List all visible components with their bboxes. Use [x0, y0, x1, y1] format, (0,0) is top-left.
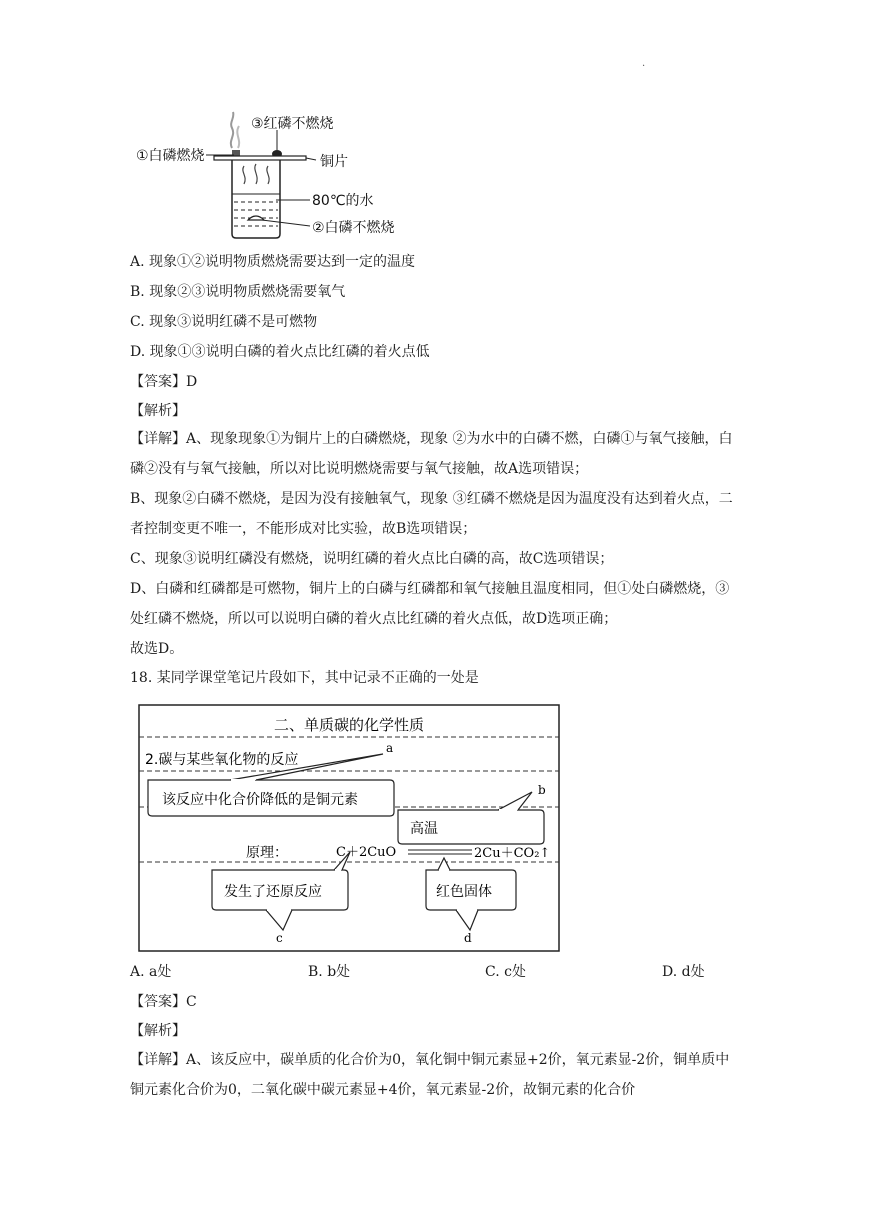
label-white-phosphorus: ①白磷燃烧: [136, 148, 205, 164]
q18-stem: 18. 某同学课堂笔记片段如下，其中记录不正确的一处是: [130, 670, 479, 686]
q17-analysis-title: 【解析】: [130, 403, 186, 419]
q17-option-d: D. 现象①③说明白磷的着火点比红磷的着火点低: [130, 344, 430, 360]
equation-left: C＋2CuO: [336, 845, 397, 860]
q18-option-d: D. d处: [662, 964, 705, 980]
label-red-phosphorus-top: ③红磷不燃烧: [251, 116, 334, 132]
equation-right: 2Cu＋CO₂↑: [474, 846, 551, 861]
q17-option-a: A. 现象①②说明物质燃烧需要达到一定的温度: [130, 254, 416, 270]
label-copper: 铜片: [320, 154, 348, 170]
q17-answer: 【答案】D: [130, 374, 198, 390]
q17-detail-a: 【详解】A、现象现象①为铜片上的白磷燃烧，现象 ②为水中的白磷不燃，白磷①与氧气接触，白磷②没有与氧气接触，所以对比说明燃烧需要与氧气接触，故A选项错误；: [130, 431, 733, 477]
note-d: 红色固体: [436, 884, 492, 900]
q17-option-c: C. 现象③说明红磷不是可燃物: [130, 314, 318, 330]
copper-plate: [214, 156, 306, 160]
note-a: 该反应中化合价降低的是铜元素: [162, 792, 358, 808]
q18-answer: 【答案】C: [130, 994, 197, 1010]
note-b: 高温: [410, 821, 438, 837]
letter-a: a: [386, 741, 394, 755]
q18-option-c: C. c处: [485, 964, 526, 980]
notes-title: 二、单质碳的化学性质: [273, 716, 425, 734]
q17-detail-b: B、现象②白磷不燃烧，是因为没有接触氧气，现象 ③红磷不燃烧是因为温度没有达到着火点，二者控制变更不唯一，不能形成对比实验，故B选项错误；: [130, 491, 733, 537]
q18-detail: [130, 1045, 742, 1105]
q18-option-a: A. a处: [130, 964, 172, 980]
q17-conclusion: 故选D。: [130, 641, 184, 657]
letter-d: d: [464, 931, 472, 945]
letter-c: c: [276, 931, 283, 945]
q17-detail-d: D、白磷和红磷都是可燃物，铜片上的白磷与红磷都和氧气接触且温度相同，但①处白磷燃烧，③处红磷不燃烧，所以可以说明白磷的着火点比红磷的着火点低，故D选项正确；: [130, 581, 730, 627]
q17-detail-c: C、现象③说明红磷没有燃烧，说明红磷的着火点比白磷的高，故C选项错误；: [130, 551, 614, 567]
combustion-experiment-figure: [136, 108, 396, 240]
q18-option-b: B. b处: [308, 964, 351, 980]
q18-detail-text: 【详解】A、该反应中，碳单质的化合价为0，氧化铜中铜元素显+2价，氧元素显-2价，铜单质中铜元素化合价为0，二氧化碳中碳元素显+4价，氧元素显-2价，故铜元素的化合价: [130, 1052, 730, 1098]
letter-b: b: [538, 783, 546, 797]
page-mark: .: [642, 58, 646, 69]
label-white-phosphorus-water: ②白磷不燃烧: [312, 220, 395, 236]
class-notes-figure: [138, 704, 560, 952]
note-c: 发生了还原反应: [224, 884, 322, 900]
smoke-icon: [231, 112, 234, 148]
q18-analysis-title: 【解析】: [130, 1023, 186, 1039]
principle-label: 原理：: [246, 845, 288, 861]
label-water: 80℃的水: [312, 193, 374, 209]
q17-detail: [130, 424, 742, 664]
submerged-phosphorus-icon: [248, 216, 264, 220]
notes-subtitle: 2.碳与某些氧化物的反应: [145, 752, 299, 768]
q17-option-b: B. 现象②③说明物质燃烧需要氧气: [130, 284, 346, 300]
